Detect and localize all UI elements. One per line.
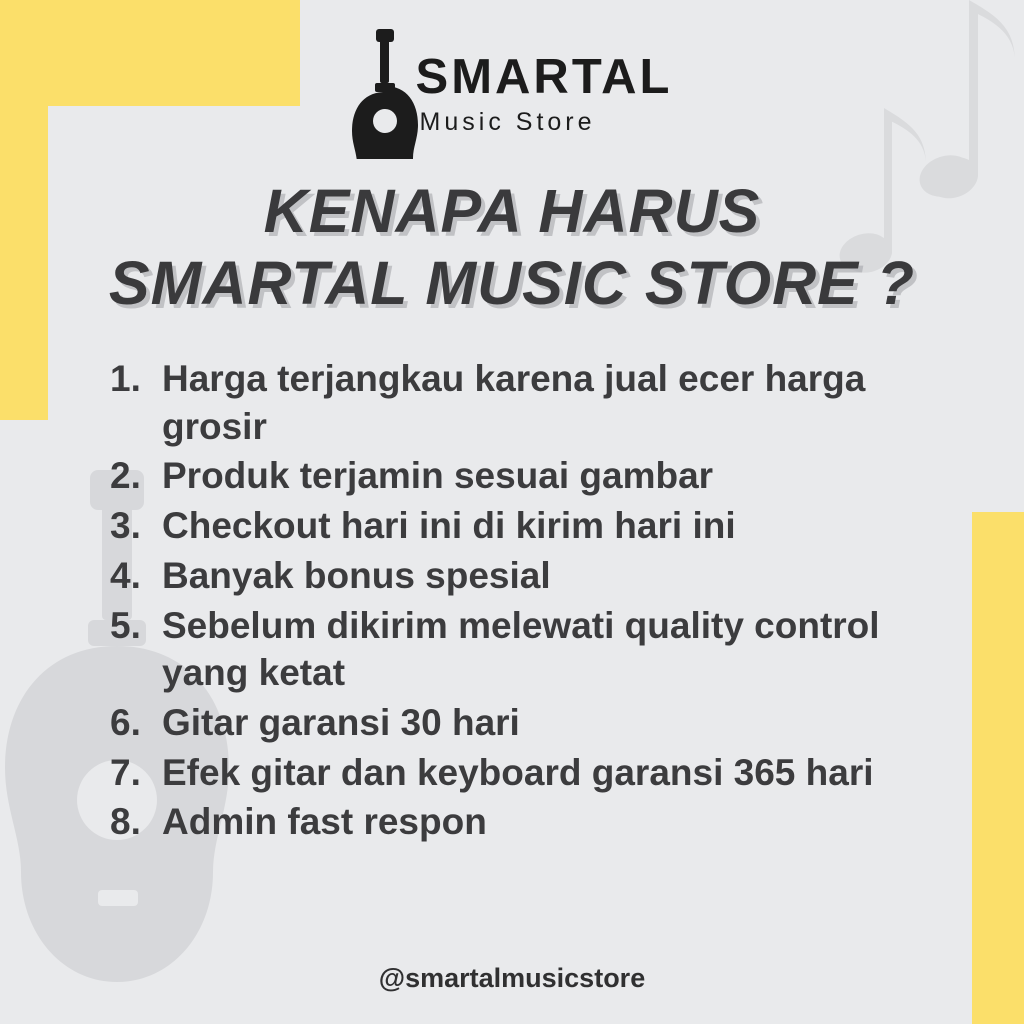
headline-line-1: KENAPA HARUS [263, 177, 761, 245]
brand-logo-text [415, 50, 673, 136]
list-item-label: Gitar garansi 30 hari [162, 702, 520, 744]
list-item [110, 749, 940, 797]
benefits-list [110, 355, 940, 848]
list-item [110, 602, 940, 697]
list-item-label: Efek gitar dan keyboard garansi 365 hari [162, 751, 874, 793]
list-item [110, 552, 940, 600]
list-item-label: Produk terjamin sesuai gambar [162, 455, 714, 497]
list-item [110, 355, 940, 450]
brand-logo [0, 24, 1024, 164]
list-item-number: 3. [110, 505, 141, 547]
list-item [110, 502, 940, 550]
decor-yellow-right-block [972, 512, 1024, 1024]
social-handle: @smartalmusicstore [378, 963, 646, 993]
list-item-label: Banyak bonus spesial [162, 554, 551, 596]
page-title [0, 176, 1024, 320]
list-item-number: 8. [110, 801, 141, 843]
list-item [110, 452, 940, 500]
list-item [110, 798, 940, 846]
brand-tagline: Music Store [419, 108, 596, 136]
list-item-number: 2. [110, 455, 141, 497]
list-item-label: Sebelum dikirim melewati quality control yang ketat [162, 604, 880, 694]
list-item-number: 4. [110, 554, 141, 596]
brand-name: SMARTAL [415, 50, 673, 104]
list-item-label: Harga terjangkau karena jual ecer harga grosir [162, 358, 866, 447]
list-item-number: 5. [110, 604, 141, 646]
headline-line-2: SMARTAL MUSIC STORE ? [108, 248, 916, 317]
guitar-icon [352, 29, 418, 159]
list-item-number: 6. [110, 702, 141, 744]
list-item-label: Checkout hari ini di kirim hari ini [162, 505, 736, 547]
list-item-number: 7. [110, 751, 141, 793]
list-item-number: 1. [110, 358, 141, 399]
list-item [110, 699, 940, 747]
list-item-label: Admin fast respon [162, 801, 487, 843]
